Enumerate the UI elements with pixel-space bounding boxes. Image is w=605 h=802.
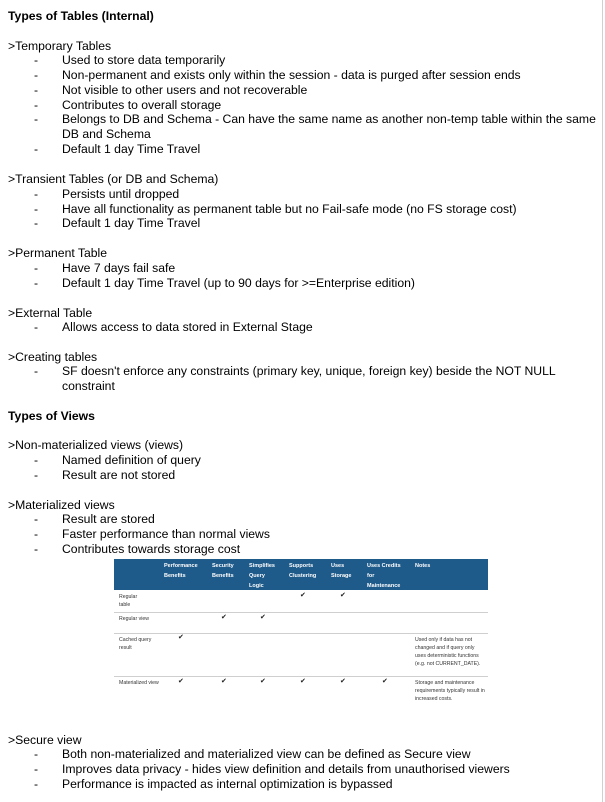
check-icon: ✔	[178, 678, 184, 685]
section-secure-view: >Secure view	[8, 733, 82, 747]
check-icon: ✔	[300, 678, 306, 685]
check-icon: ✔	[300, 592, 306, 599]
section-transient-tables: >Transient Tables (or DB and Schema)	[8, 172, 219, 186]
row-label: Materialized view	[119, 680, 159, 686]
header-security-benefits: Security Benefits	[212, 563, 234, 579]
heading-types-of-views: Types of Views	[8, 409, 95, 423]
row-label: Cached query result	[119, 637, 152, 651]
table-header	[114, 559, 488, 590]
header-performance-benefits: Performance Benefits	[164, 563, 198, 579]
section-temporary-tables: >Temporary Tables	[8, 39, 112, 53]
check-icon: ✔	[340, 678, 346, 685]
header-notes: Notes	[415, 563, 431, 569]
check-icon: ✔	[340, 592, 346, 599]
check-icon: ✔	[221, 678, 227, 685]
check-icon: ✔	[382, 678, 388, 685]
section-permanent-table: >Permanent Table	[8, 246, 108, 260]
view-comparison-table	[114, 559, 488, 705]
check-icon: ✔	[260, 678, 266, 685]
check-icon: ✔	[260, 614, 266, 621]
header-uses-storage: Uses Storage	[331, 563, 352, 579]
section-creating-tables: >Creating tables	[8, 350, 98, 364]
header-supports-clustering: Supports Clustering	[289, 563, 317, 579]
table-row	[114, 590, 488, 613]
header-simplifies-query-logic: Simplifies Query Logic	[249, 563, 275, 589]
section-non-materialized-views: >Non-materialized views (views)	[8, 438, 184, 452]
document-page: Types of Tables (Internal) >Temporary Tables - Used to store data temporarily - Non-permanent and exists only within the session - data is purged after session ends - Not visible to other users and not recoverable - Contributes to overall storage - Belongs to DB and Schema - Can have the same name as another non-temp table within the same DB and Schema - Default 1 day Time Travel >Transient Tables (or DB and Schema) - Persists until dropped - Have all functionality as permanent table but no Fail-safe mode (no FS storage cost) - Default 1 day Time Travel >Permanent Table - Have 7 days fail safe - Default 1 day Time Travel (up to 90 days for >=Enterprise edition) >External Table - Allows access to data stored in External Stage >Creating tables - SF doesn't enforce any constraints (primary key, unique, foreign key) beside the NOT NULL constraint Types of Views >Non-materialized views (views) - Named definition of query - Result are not stored >Materialized views - Result are stored - Faster performance than normal views - Contributes towards storage cost Performance Benefits Security Benefits Simplifies Query Logic Supports Clustering Uses Storage Uses Credits for Maintenance Notes Regular table ✔ ✔ Regular view ✔ ✔ Cached query result ✔ Used only if data has not changed and if query only uses deterministic functions (e.g. not CURRENT_DATE). Materialized view ✔ ✔ ✔ ✔ ✔ ✔ Storage and maintenance requirements typically result in increased costs. >Secure view - Both non-materialized and materialized view can be defined as Secure view - Improves data privacy - hides view definition and details from unauthorised viewers - Performance is impacted as internal optimization is bypassed	[0, 0, 605, 802]
row-label: Regular view	[119, 616, 149, 622]
row-note: Storage and maintenance requirements typically result in increased costs.	[415, 680, 485, 702]
header-uses-credits-for-maintenance: Uses Credits for Maintenance	[367, 563, 401, 589]
heading-types-of-tables: Types of Tables (Internal)	[8, 9, 154, 23]
table-row	[114, 613, 488, 634]
section-materialized-views: >Materialized views	[8, 498, 115, 512]
section-external-table: >External Table	[8, 306, 93, 320]
check-icon: ✔	[178, 634, 184, 641]
row-label: Regular table	[119, 594, 138, 608]
page-edge	[602, 0, 603, 802]
table-row	[114, 634, 488, 677]
table-row	[114, 677, 488, 704]
check-icon: ✔	[221, 614, 227, 621]
row-note: Used only if data has not changed and if query only uses deterministic functions (e.g. not CURRENT_DATE).	[415, 637, 481, 667]
